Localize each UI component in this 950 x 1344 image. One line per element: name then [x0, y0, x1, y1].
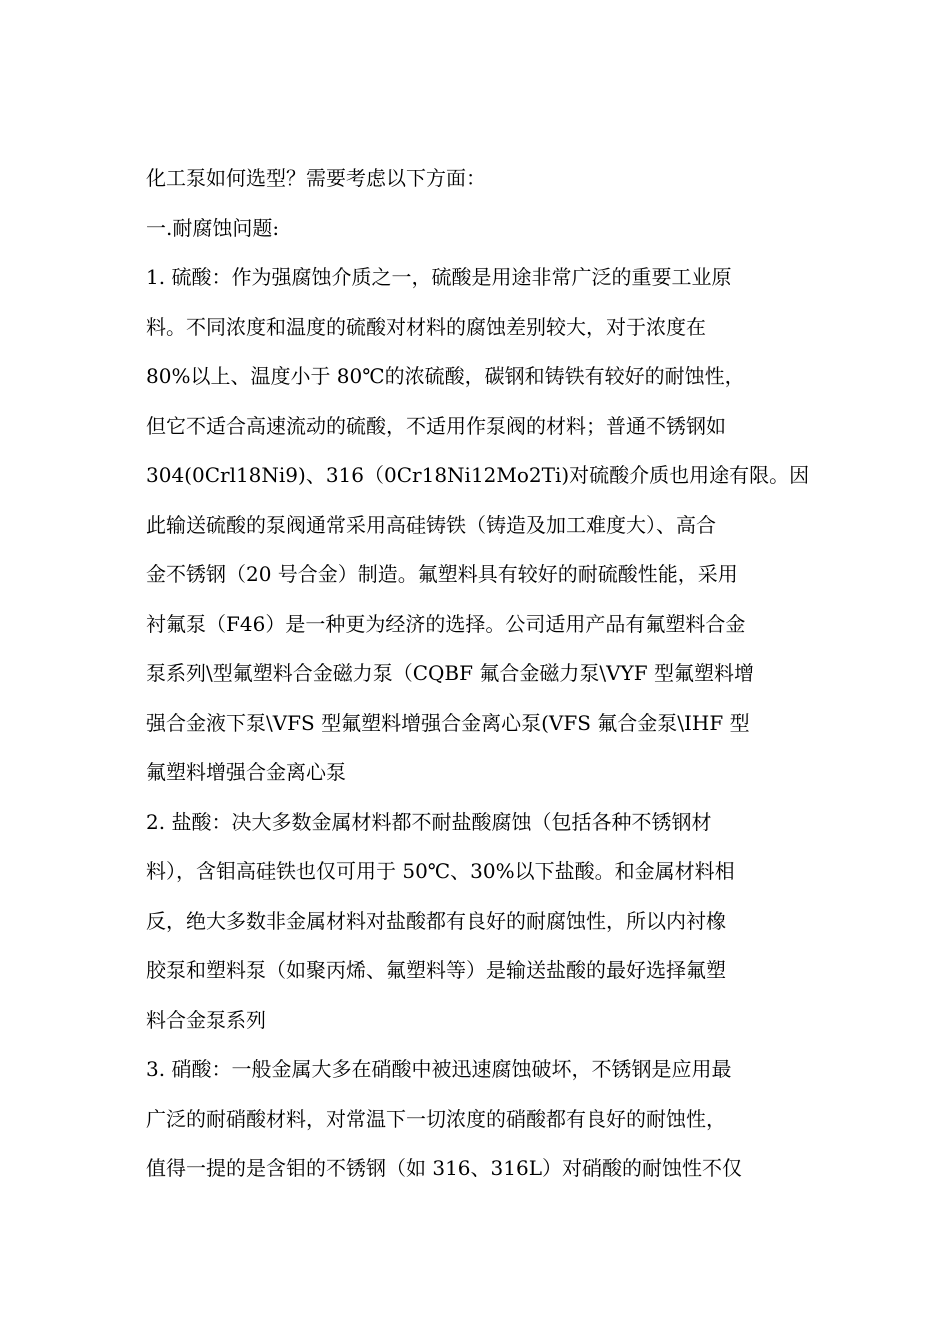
paragraph-line: 此输送硫酸的泵阀通常采用高硅铸铁（铸造及加工难度大）、高合 — [146, 512, 716, 537]
paragraph-line: 反，绝大多数非金属材料对盐酸都有良好的耐腐蚀性，所以内衬橡 — [146, 908, 726, 933]
paragraph-line: 泵系列\型氟塑料合金磁力泵（CQBF 氟合金磁力泵\VYF 型氟塑料增 — [146, 661, 754, 685]
paragraph-line: 氟塑料增强合金离心泵 — [146, 760, 346, 784]
paragraph-line: 强合金液下泵\VFS 型氟塑料增强合金离心泵(VFS 氟合金泵\IHF 型 — [146, 710, 750, 735]
paragraph-line: 广泛的耐硝酸材料，对常温下一切浓度的硝酸都有良好的耐蚀性， — [146, 1106, 726, 1131]
paragraph-line: 胶泵和塑料泵（如聚丙烯、氟塑料等）是输送盐酸的最好选择氟塑 — [146, 958, 726, 982]
paragraph-line: 2. 盐酸：决大多数金属材料都不耐盐酸腐蚀（包括各种不锈钢材 — [146, 809, 712, 834]
paragraph-line: 料），含钼高硅铁也仅可用于 50℃、30%以下盐酸。和金属材料相 — [146, 859, 735, 883]
paragraph-line: 值得一提的是含钼的不锈钢（如 316、316L）对硝酸的耐蚀性不仅 — [146, 1156, 742, 1180]
section-heading: 一.耐腐蚀问题: — [146, 215, 280, 240]
paragraph-line: 但它不适合高速流动的硫酸，不适用作泵阀的材料；普通不锈钢如 — [146, 413, 726, 438]
paragraph-line: 金不锈钢（20 号合金）制造。氟塑料具有较好的耐硫酸性能，采用 — [146, 562, 738, 586]
paragraph-line: 衬氟泵（F46）是一种更为经济的选择。公司适用产品有氟塑料合金 — [146, 611, 746, 636]
paragraph-line: 料。不同浓度和温度的硫酸对材料的腐蚀差别较大，对于浓度在 — [146, 314, 706, 339]
paragraph-line: 1. 硫酸：作为强腐蚀介质之一，硫酸是用途非常广泛的重要工业原 — [146, 265, 732, 289]
paragraph-line: 3. 硝酸：一般金属大多在硝酸中被迅速腐蚀破坏，不锈钢是应用最 — [146, 1057, 732, 1081]
document-title: 化工泵如何选型？需要考虑以下方面： — [146, 166, 486, 190]
paragraph-line: 料合金泵系列 — [146, 1007, 266, 1032]
paragraph-line: 80%以上、温度小于 80℃的浓硫酸，碳钢和铸铁有较好的耐蚀性， — [146, 364, 745, 388]
paragraph-line: 304(0Crl18Ni9)、316（0Cr18Ni12Mo2Ti)对硫酸介质也用途有限。因 — [146, 463, 810, 487]
document-body — [146, 158, 826, 1198]
